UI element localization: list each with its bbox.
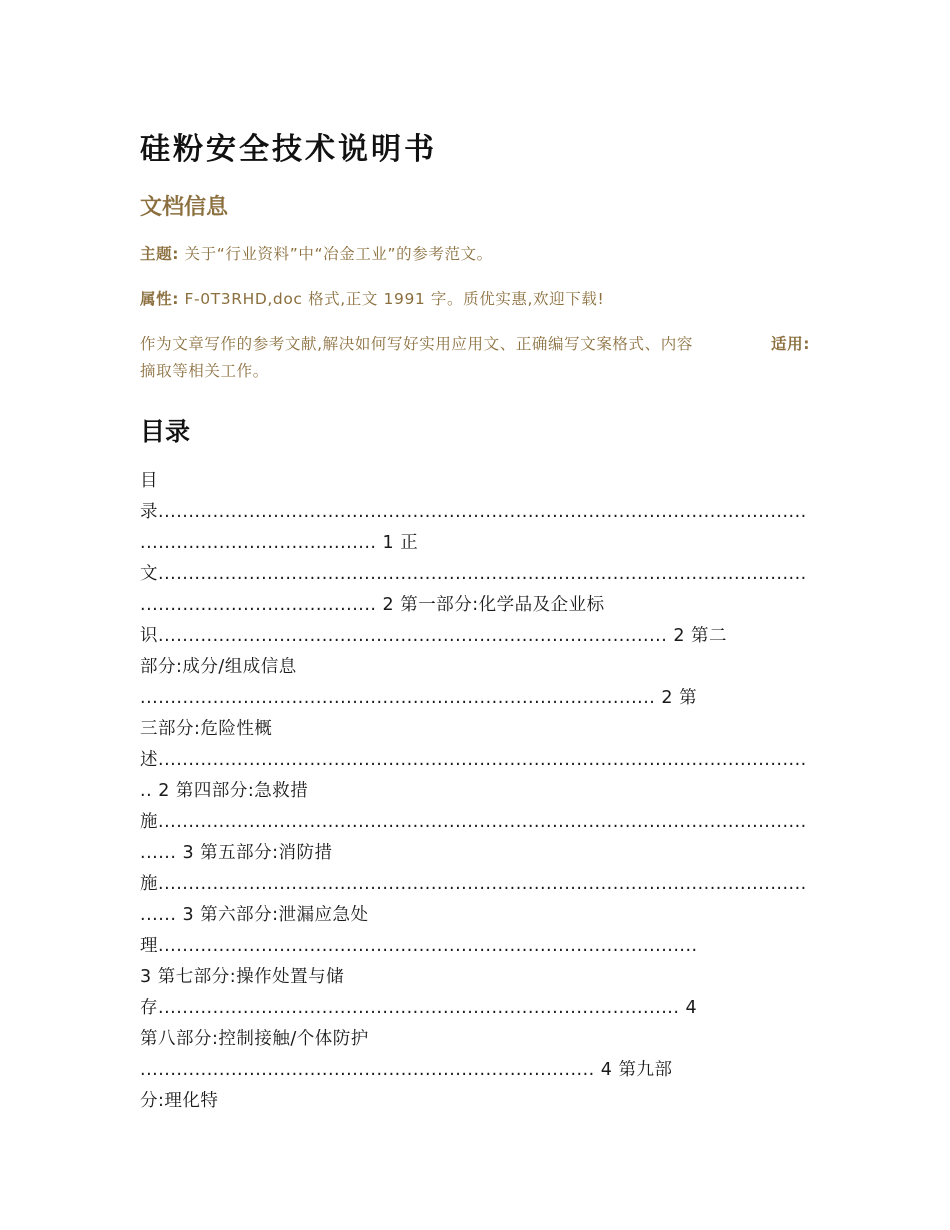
toc-line: 文........................................................................................................... bbox=[140, 564, 807, 584]
subject-label: 主题: bbox=[140, 245, 179, 263]
toc-line: ....................................... 2 第一部分:化学品及企业标 bbox=[140, 595, 605, 615]
toc-line: 录........................................................................................................... bbox=[140, 502, 807, 522]
toc-line: 3 第七部分:操作处置与储 bbox=[140, 967, 345, 987]
usage-text-2: 摘取等相关工作。 bbox=[140, 362, 269, 380]
toc-line: .. 2 第四部分:急救措 bbox=[140, 781, 309, 801]
subject-text: 关于“行业资料”中“冶金工业”的参考范文。 bbox=[179, 245, 493, 263]
toc-line: 存...................................................................................... 4 bbox=[140, 998, 698, 1018]
toc-line: 理......................................................................................... bbox=[140, 936, 698, 956]
toc-heading: 目录 bbox=[140, 417, 191, 446]
toc-line: 目 bbox=[140, 471, 158, 491]
toc-line: 施........................................................................................................... bbox=[140, 874, 807, 894]
document-title: 硅粉安全技术说明书 bbox=[140, 132, 437, 167]
toc-line: 施........................................................................................................... bbox=[140, 812, 807, 832]
toc-line: ...... 3 第六部分:泄漏应急处 bbox=[140, 905, 369, 925]
properties-text: F-0T3RHD,doc 格式,正文 1991 字。质优实惠,欢迎下载! bbox=[179, 290, 605, 308]
toc-line: ....................................... 1 正 bbox=[140, 533, 419, 553]
meta-usage bbox=[140, 331, 810, 385]
meta-subject bbox=[140, 241, 810, 268]
toc-line: 述........................................................................................................... bbox=[140, 750, 807, 770]
usage-label: 适用: bbox=[771, 335, 810, 353]
properties-label: 属性: bbox=[140, 290, 179, 308]
toc-line: ........................................................................... 4 第九部 bbox=[140, 1060, 673, 1080]
toc-line: 第八部分:控制接触/个体防护 bbox=[140, 1029, 369, 1049]
toc-body bbox=[140, 466, 810, 1117]
toc-line: ...... 3 第五部分:消防措 bbox=[140, 843, 333, 863]
usage-text-1: 作为文章写作的参考文献,解决如何写好实用应用文、正确编写文案格式、内容 bbox=[140, 335, 693, 353]
toc-line: 部分:成分/组成信息 bbox=[140, 657, 297, 677]
meta-properties bbox=[140, 286, 810, 313]
info-heading: 文档信息 bbox=[140, 195, 229, 220]
toc-line: 分:理化特 bbox=[140, 1091, 219, 1111]
usage-row bbox=[140, 331, 810, 358]
toc-line: ..................................................................................... 2 第 bbox=[140, 688, 698, 708]
toc-line: 三部分:危险性概 bbox=[140, 719, 273, 739]
toc-line: 识.................................................................................... 2 第二 bbox=[140, 626, 728, 646]
